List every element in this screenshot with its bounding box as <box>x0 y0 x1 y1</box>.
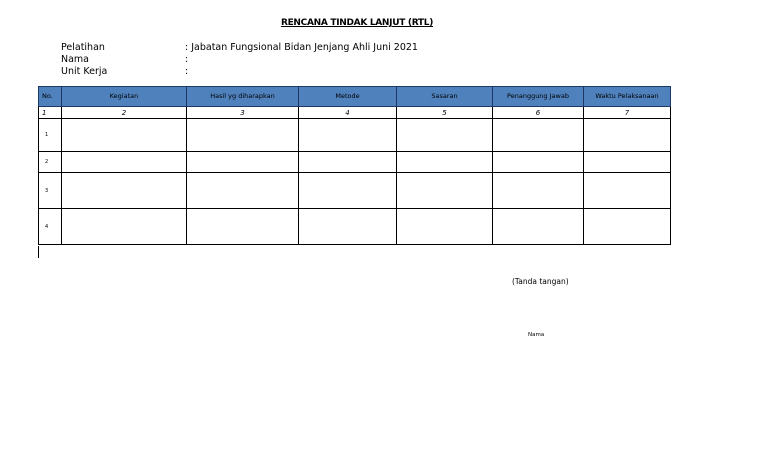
header-hasil: Hasil yg diharapkan <box>187 87 299 107</box>
table-row <box>39 119 671 152</box>
participant-info <box>61 42 418 78</box>
rtl-table <box>38 86 671 245</box>
column-number: 6 <box>493 107 584 119</box>
cell-sasaran[interactable] <box>397 209 493 245</box>
cell-waktu[interactable] <box>584 152 671 173</box>
cell-penanggung-jawab[interactable] <box>493 173 584 209</box>
table-row <box>39 152 671 173</box>
header-sasaran: Sasaran <box>397 87 493 107</box>
column-number: 2 <box>62 107 187 119</box>
column-number: 3 <box>187 107 299 119</box>
table-row <box>39 209 671 245</box>
cell-waktu[interactable] <box>584 119 671 152</box>
header-no: No. <box>39 87 62 107</box>
cell-penanggung-jawab[interactable] <box>493 152 584 173</box>
cell-kegiatan[interactable] <box>62 209 187 245</box>
cell-kegiatan[interactable] <box>62 119 187 152</box>
column-number: 5 <box>397 107 493 119</box>
cell-metode[interactable] <box>299 209 397 245</box>
cell-sasaran[interactable] <box>397 152 493 173</box>
row-number: 4 <box>39 209 62 245</box>
column-number: 7 <box>584 107 671 119</box>
info-label-unit-kerja: Unit Kerja <box>61 66 108 77</box>
column-number-row <box>39 107 671 119</box>
info-value-nama: : <box>185 54 189 65</box>
row-number: 2 <box>39 152 62 173</box>
cell-waktu[interactable] <box>584 173 671 209</box>
cell-sasaran[interactable] <box>397 173 493 209</box>
header-penanggung-jawab: Penanggung Jawab <box>493 87 584 107</box>
info-label-nama: Nama <box>61 54 90 65</box>
signature-label: (Tanda tangan) <box>512 277 569 286</box>
cell-kegiatan[interactable] <box>62 152 187 173</box>
cell-hasil[interactable] <box>187 173 299 209</box>
info-row-nama <box>61 54 418 66</box>
header-waktu: Waktu Pelaksanaan <box>584 87 671 107</box>
header-metode: Metode <box>299 87 397 107</box>
cell-hasil[interactable] <box>187 119 299 152</box>
cell-metode[interactable] <box>299 173 397 209</box>
row-number: 1 <box>39 119 62 152</box>
column-number: 4 <box>299 107 397 119</box>
table-row <box>39 173 671 209</box>
info-label-pelatihan: Pelatihan <box>61 42 105 53</box>
row-number: 3 <box>39 173 62 209</box>
table-header-row <box>39 87 671 107</box>
document-title: RENCANA TINDAK LANJUT (RTL) <box>280 18 434 28</box>
info-row-unit-kerja <box>61 66 418 78</box>
info-row-pelatihan <box>61 42 418 54</box>
cell-waktu[interactable] <box>584 209 671 245</box>
info-value-pelatihan: : Jabatan Fungsional Bidan Jenjang Ahli Juni 2021 <box>185 42 418 53</box>
cell-metode[interactable] <box>299 152 397 173</box>
cell-penanggung-jawab[interactable] <box>493 209 584 245</box>
header-kegiatan: Kegiatan <box>62 87 187 107</box>
signature-name: Nama <box>528 332 545 338</box>
left-margin-line <box>38 246 39 258</box>
cell-metode[interactable] <box>299 119 397 152</box>
info-value-unit-kerja: : <box>185 66 189 77</box>
cell-kegiatan[interactable] <box>62 173 187 209</box>
cell-penanggung-jawab[interactable] <box>493 119 584 152</box>
cell-hasil[interactable] <box>187 209 299 245</box>
cell-hasil[interactable] <box>187 152 299 173</box>
cell-sasaran[interactable] <box>397 119 493 152</box>
column-number: 1 <box>39 107 62 119</box>
